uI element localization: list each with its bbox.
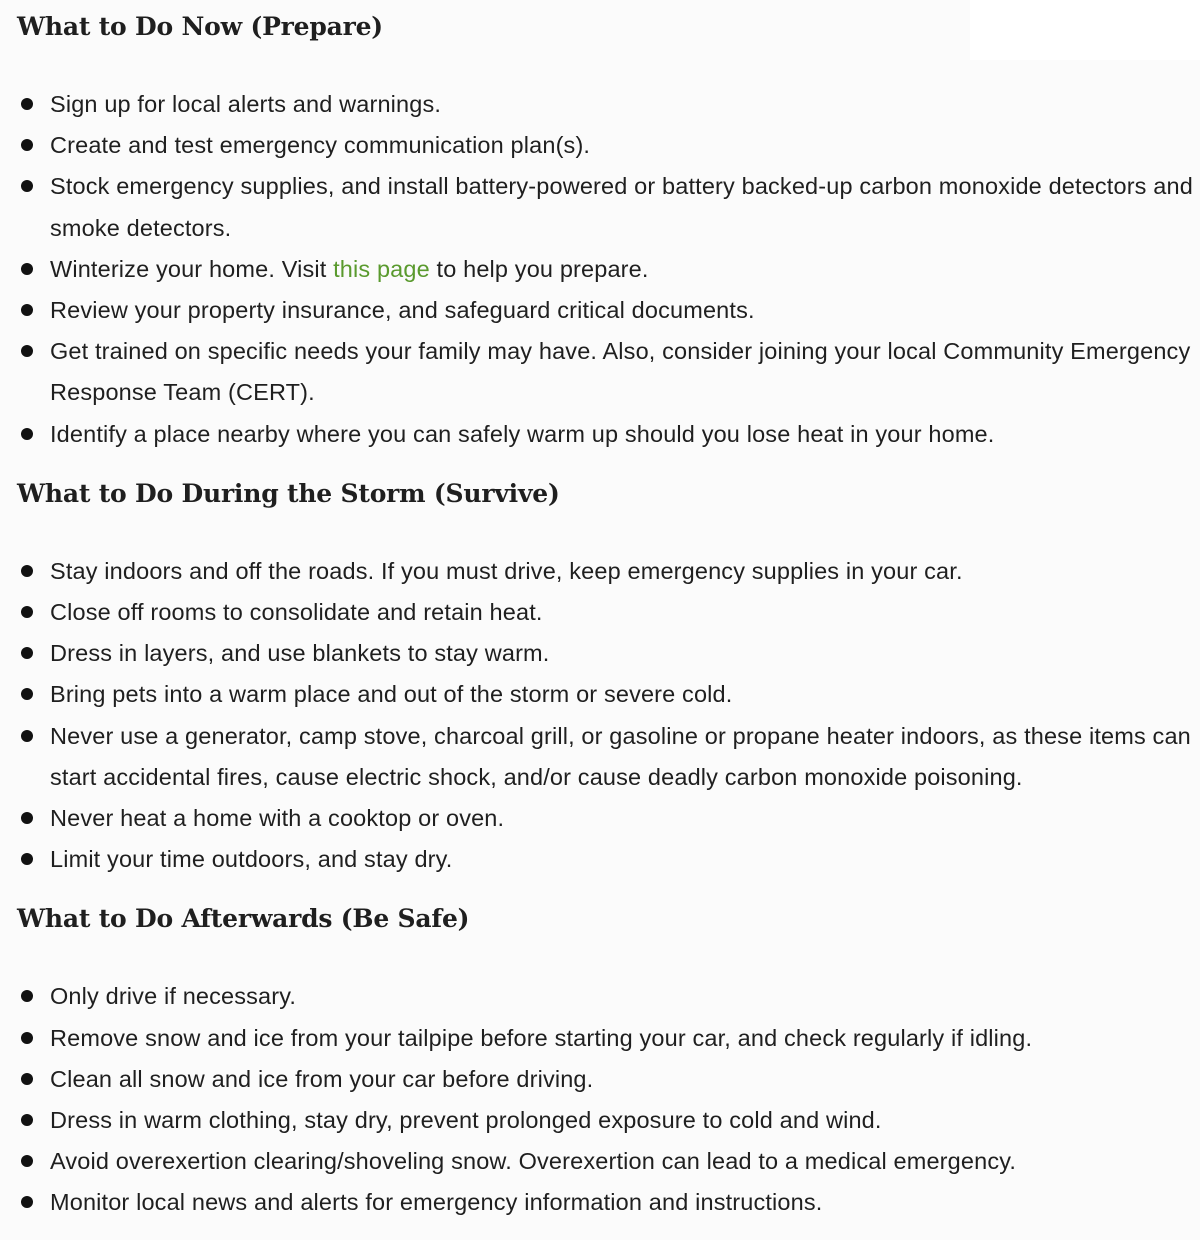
bullet-icon bbox=[21, 812, 33, 824]
this-page-link[interactable]: this page bbox=[333, 255, 430, 282]
bullet-icon bbox=[21, 565, 33, 577]
bullet-icon bbox=[21, 180, 33, 192]
list-item: Clean all snow and ice from your car before driving. bbox=[17, 1059, 1197, 1100]
survive-list bbox=[17, 521, 1197, 895]
list-item: Close off rooms to consolidate and retain heat. bbox=[17, 592, 1197, 633]
bullet-icon bbox=[21, 1032, 33, 1044]
be-safe-list bbox=[17, 946, 1197, 1237]
list-item: Avoid overexertion clearing/shoveling snow. Overexertion can lead to a medical emergency. bbox=[17, 1141, 1197, 1182]
bullet-icon bbox=[21, 990, 33, 1002]
bullet-icon bbox=[21, 1073, 33, 1085]
section-heading-survive: What to Do During the Storm (Survive) bbox=[17, 478, 560, 508]
list-item: Get trained on specific needs your family may have. Also, consider joining your local Community Emergency Response Team (CERT). bbox=[17, 331, 1197, 413]
bullet-icon bbox=[21, 263, 33, 275]
section-heading-be-safe: What to Do Afterwards (Be Safe) bbox=[17, 904, 470, 934]
list-item: Bring pets into a warm place and out of the storm or severe cold. bbox=[17, 674, 1197, 715]
bullet-icon bbox=[21, 139, 33, 151]
list-item: Review your property insurance, and safeguard critical documents. bbox=[17, 290, 1197, 331]
bullet-icon bbox=[21, 98, 33, 110]
list-item: Sign up for local alerts and warnings. bbox=[17, 84, 1197, 125]
list-item: Winterize your home. Visit this page to help you prepare. bbox=[17, 249, 1197, 290]
bullet-icon bbox=[21, 345, 33, 357]
list-item: Dress in layers, and use blankets to stay warm. bbox=[17, 633, 1197, 674]
bullet-icon bbox=[21, 606, 33, 618]
bullet-icon bbox=[21, 1114, 33, 1126]
prepare-list bbox=[17, 54, 1197, 469]
list-item: Monitor local news and alerts for emergency information and instructions. bbox=[17, 1182, 1197, 1223]
list-item: Identify a place nearby where you can safely warm up should you lose heat in your home. bbox=[17, 414, 1197, 455]
bullet-icon bbox=[21, 1155, 33, 1167]
list-item: Only drive if necessary. bbox=[17, 976, 1197, 1017]
bullet-icon bbox=[21, 730, 33, 742]
list-item: Dress in warm clothing, stay dry, prevent prolonged exposure to cold and wind. bbox=[17, 1100, 1197, 1141]
list-item: Never use a generator, camp stove, charcoal grill, or gasoline or propane heater indoors, as these items can start accidental fires, cause electric shock, and/or cause deadly carbon monoxide poisoning. bbox=[17, 716, 1197, 798]
list-item: Never heat a home with a cooktop or oven. bbox=[17, 798, 1197, 839]
bullet-icon bbox=[21, 853, 33, 865]
list-item: Create and test emergency communication plan(s). bbox=[17, 125, 1197, 166]
bullet-icon bbox=[21, 647, 33, 659]
list-item: Stay indoors and off the roads. If you must drive, keep emergency supplies in your car. bbox=[17, 551, 1197, 592]
list-item: Limit your time outdoors, and stay dry. bbox=[17, 839, 1197, 880]
bullet-icon bbox=[21, 428, 33, 440]
list-item: Stock emergency supplies, and install battery-powered or battery backed-up carbon monoxide detectors and smoke detectors. bbox=[17, 166, 1197, 248]
list-item: Remove snow and ice from your tailpipe before starting your car, and check regularly if idling. bbox=[17, 1018, 1197, 1059]
bullet-icon bbox=[21, 688, 33, 700]
article-content bbox=[17, 0, 1197, 1238]
section-heading-prepare: What to Do Now (Prepare) bbox=[17, 12, 383, 41]
bullet-icon bbox=[21, 304, 33, 316]
bullet-icon bbox=[21, 1196, 33, 1208]
